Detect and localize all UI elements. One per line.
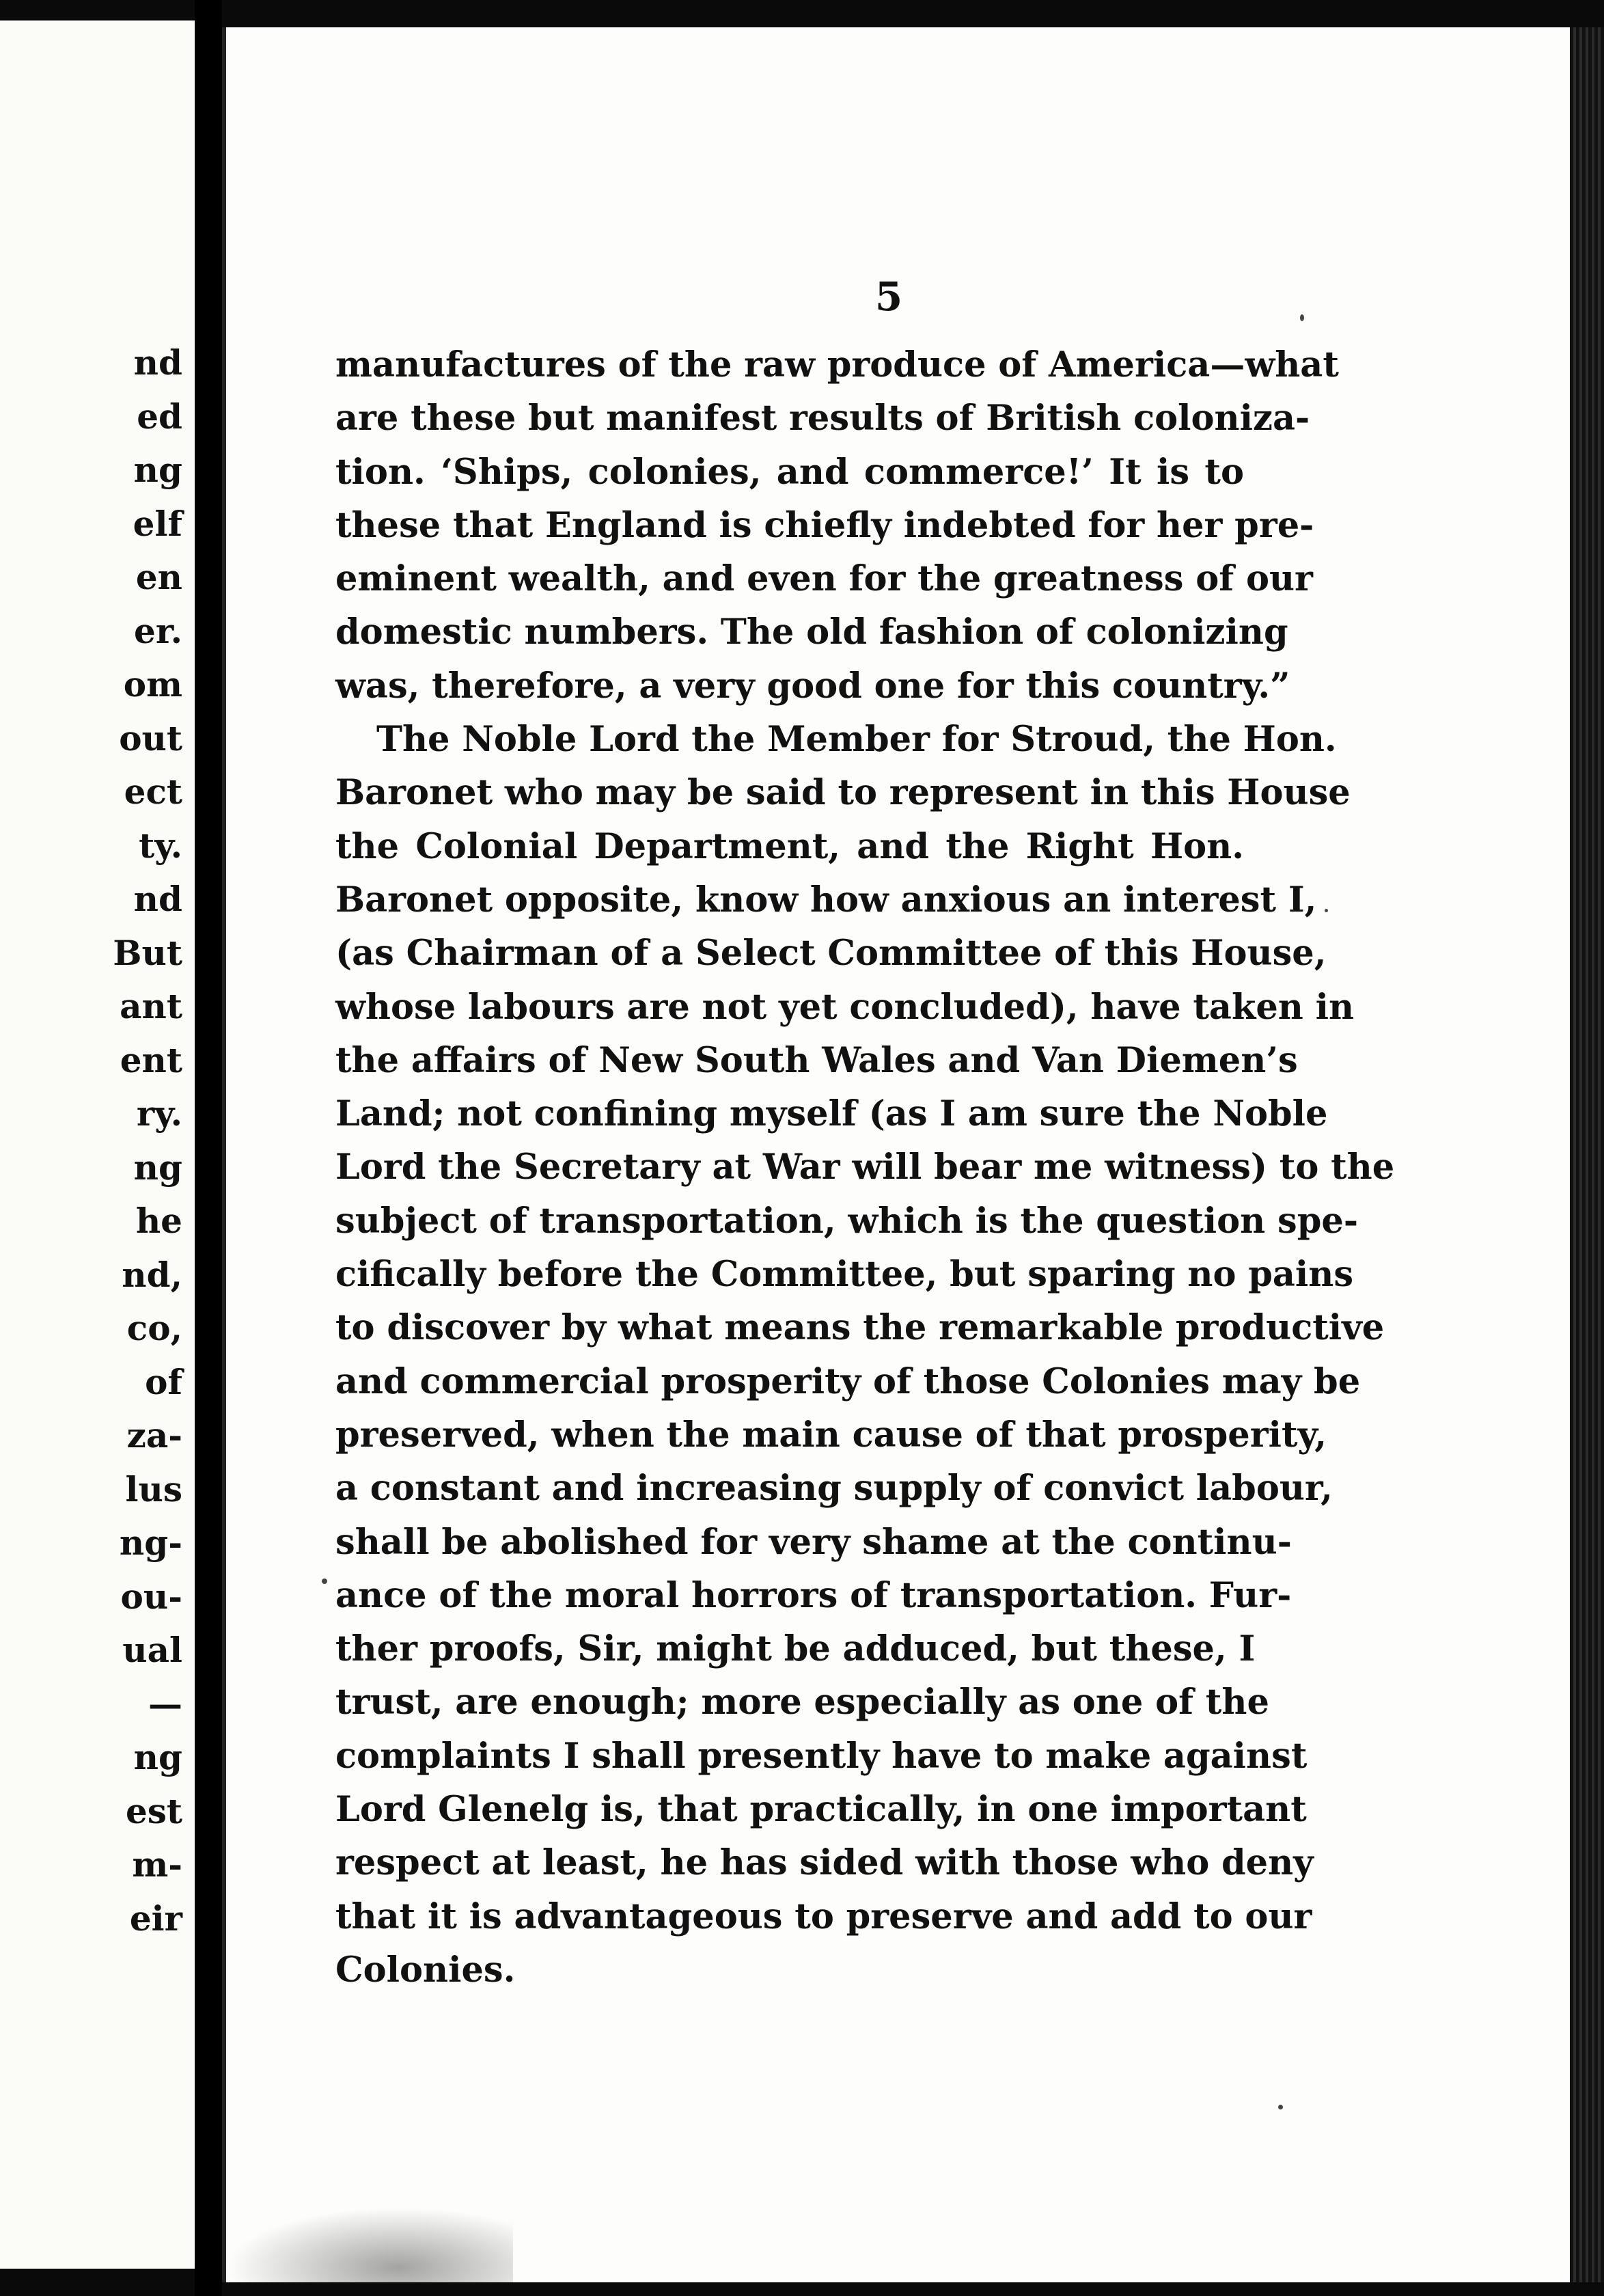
facing-line: nd: [133, 879, 182, 919]
facing-page-fragment: [0, 20, 199, 2269]
print-speck: [1278, 2105, 1283, 2109]
text-line: Baronet who may be said to represent in this House: [335, 772, 1351, 814]
text-line: Land; not confining myself (as I am sure the Noble: [335, 1093, 1328, 1135]
facing-line: ng-: [119, 1522, 182, 1563]
text-line: complaints I shall presently have to make against: [335, 1735, 1308, 1777]
facing-line: ou-: [120, 1576, 182, 1617]
facing-page-line-endings: [113, 336, 182, 1945]
text-line: trust, are enough; more especially as one of the: [335, 1682, 1269, 1723]
text-line: a constant and increasing supply of convict labour,: [335, 1468, 1333, 1509]
facing-line: —: [148, 1683, 182, 1724]
facing-line: ed: [137, 396, 182, 437]
text-line: The Noble Lord the Member for Stroud, the Hon.: [376, 719, 1337, 761]
text-line: and commercial prosperity of those Colonies may be: [335, 1361, 1361, 1402]
text-line: ance of the moral horrors of transportation. Fur-: [335, 1574, 1292, 1616]
text-line: was, therefore, a very good one for this country.”: [335, 665, 1290, 707]
book-gutter: [195, 0, 222, 2296]
facing-line: ect: [124, 771, 182, 812]
facing-line: lus: [125, 1468, 182, 1509]
text-line: Baronet opposite, know how anxious an interest I,: [335, 879, 1317, 920]
print-speck: [1300, 314, 1304, 321]
facing-line: er.: [134, 610, 182, 651]
text-line: (as Chairman of a Select Committee of this House,: [335, 933, 1327, 974]
text-line: these that England is chiefly indebted for her pre-: [335, 504, 1314, 546]
text-line: domestic numbers. The old fashion of colonizing: [335, 612, 1288, 653]
facing-line: est: [125, 1790, 182, 1831]
page-number: 5: [874, 273, 903, 320]
text-line: to discover by what means the remarkable productive: [335, 1307, 1385, 1349]
text-line: Colonies.: [335, 1949, 516, 1991]
text-line: the Colonial Department, and the Right Hon.: [335, 825, 1244, 867]
facing-line: za-: [126, 1415, 182, 1456]
text-line: eminent wealth, and even for the greatness of our: [335, 558, 1313, 600]
facing-line: out: [119, 718, 182, 758]
text-line: ther proofs, Sir, might be adduced, but these, I: [335, 1628, 1256, 1670]
facing-line: om: [123, 664, 182, 705]
text-line: that it is advantageous to preserve and add to our: [335, 1896, 1312, 1937]
facing-line: ent: [120, 1039, 182, 1080]
facing-line: nd: [133, 342, 182, 383]
facing-line: co,: [126, 1308, 182, 1348]
text-line: subject of transportation, which is the question spe-: [335, 1200, 1358, 1242]
facing-line: ng: [133, 1147, 182, 1188]
facing-line: ty.: [139, 825, 182, 866]
facing-line: But: [113, 932, 182, 973]
print-speck: [322, 1578, 327, 1584]
text-line: are these but manifest results of British coloniza-: [335, 398, 1310, 439]
text-line: Lord Glenelg is, that practically, in one important: [335, 1789, 1307, 1831]
text-line: Lord the Secretary at War will bear me witness) to the: [335, 1147, 1395, 1188]
facing-line: nd,: [122, 1254, 182, 1295]
facing-line: he: [135, 1201, 182, 1241]
facing-line: ant: [120, 986, 182, 1026]
facing-line: ng: [133, 1737, 182, 1777]
facing-line: eir: [129, 1898, 182, 1939]
scan-smudge: [226, 2207, 513, 2282]
text-line: the affairs of New South Wales and Van Diemen’s: [335, 1039, 1298, 1081]
print-speck: [1325, 909, 1328, 912]
text-line: manufactures of the raw produce of America—what: [335, 344, 1339, 385]
text-line: tion. ‘Ships, colonies, and commerce!’ It is to: [335, 451, 1244, 493]
body-text: [335, 338, 1395, 1997]
facing-line: ry.: [136, 1093, 182, 1134]
page-edges: [1570, 27, 1604, 2282]
facing-line: elf: [133, 503, 182, 544]
facing-line: en: [135, 557, 182, 597]
facing-line: ual: [122, 1630, 182, 1670]
facing-line: ng: [133, 450, 182, 490]
text-line: cifically before the Committee, but sparing no pains: [335, 1254, 1354, 1296]
text-line: preserved, when the main cause of that prosperity,: [335, 1414, 1327, 1456]
text-line: whose labours are not yet concluded), have taken in: [335, 986, 1355, 1028]
text-line: shall be abolished for very shame at the continu-: [335, 1521, 1292, 1563]
facing-line: m-: [132, 1844, 182, 1885]
main-page: [222, 27, 1573, 2282]
facing-line: of: [145, 1361, 182, 1402]
text-line: respect at least, he has sided with those who deny: [335, 1842, 1314, 1884]
